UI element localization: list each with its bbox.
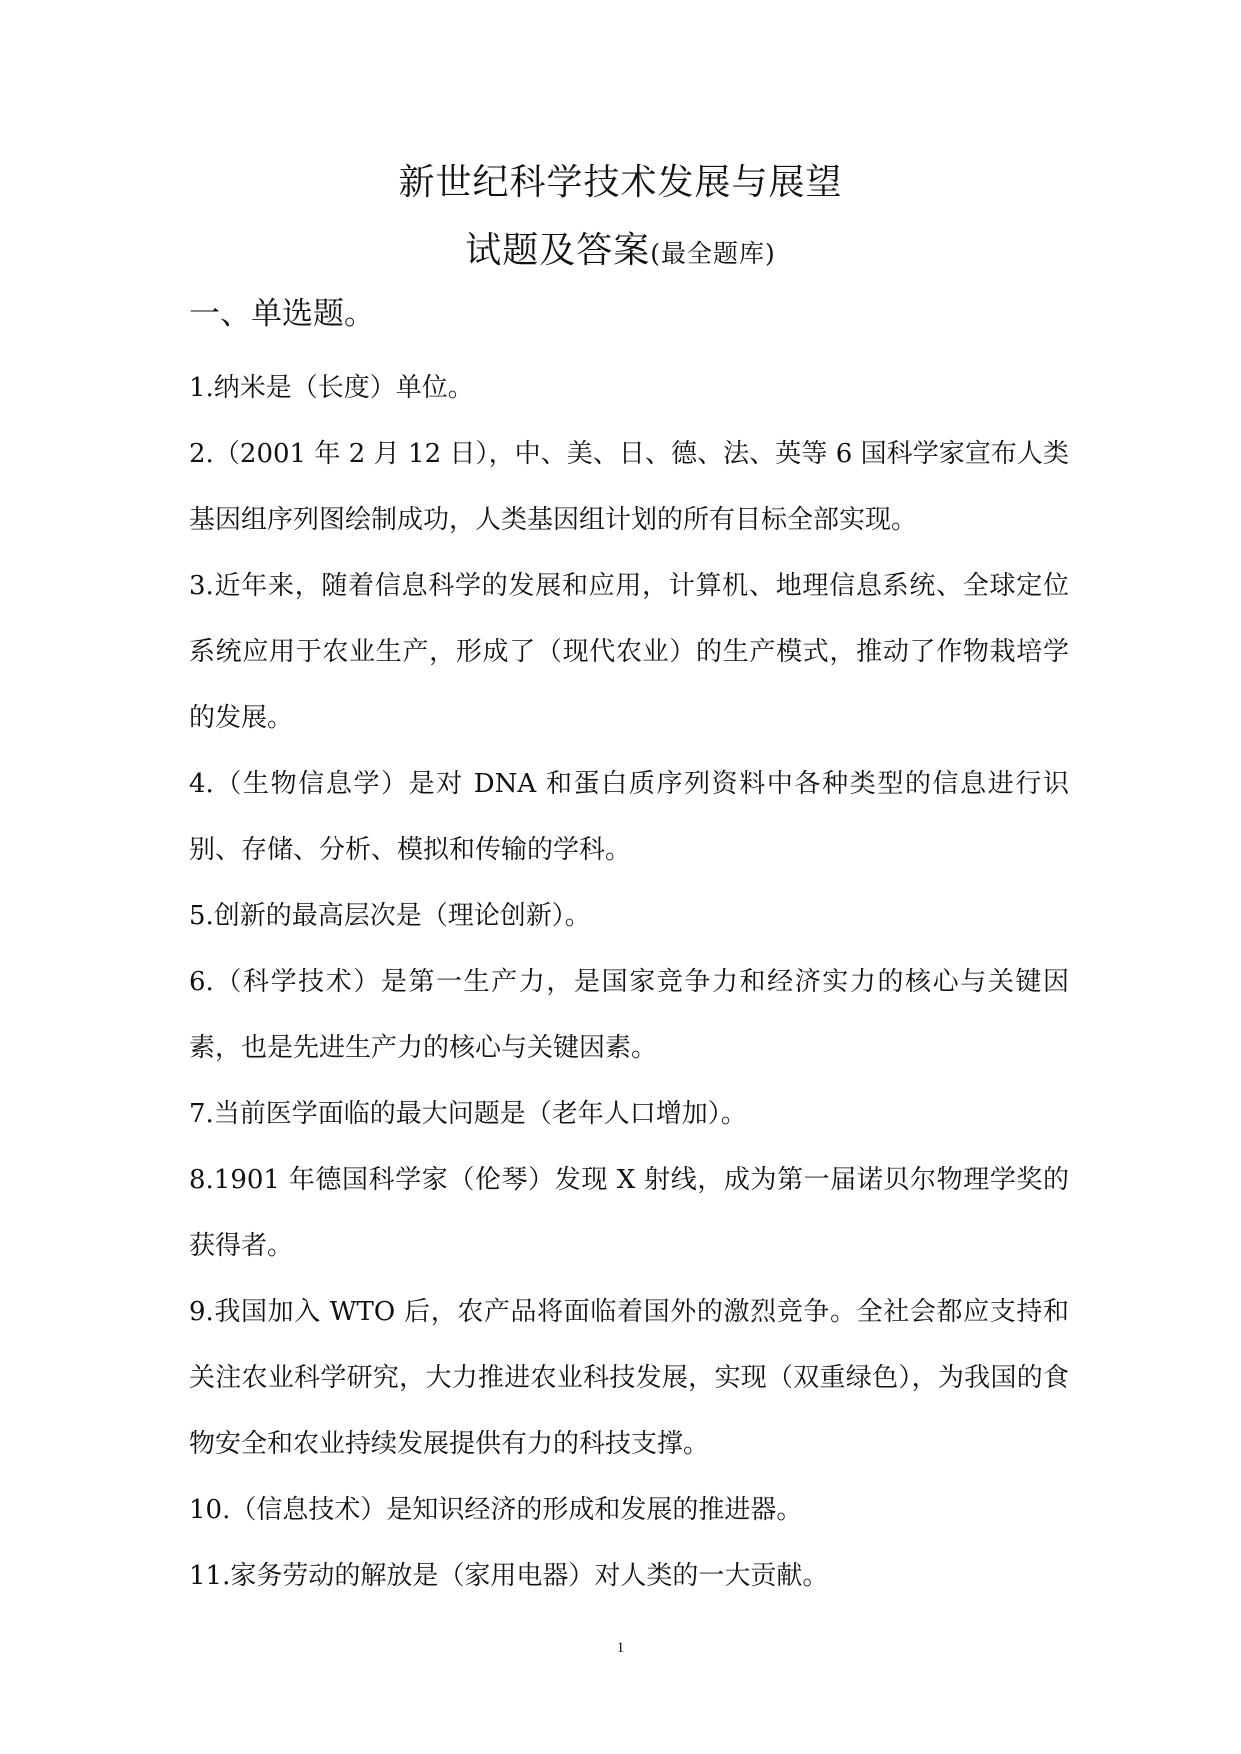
question-item: 1.纳米是（长度）单位。 (189, 373, 474, 403)
question-item: 2.（2001 年 2 月 12 日），中、美、日、德、法、英等 6 国科学家宣布人类基因组序列图绘制成功，人类基因组计划的所有目标全部实现。 (189, 439, 1069, 535)
question-item: 6.（科学技术）是第一生产力，是国家竞争力和经济实力的核心与关键因素，也是先进生产力的核心与关键因素。 (189, 967, 1069, 1063)
document-subtitle (0, 228, 1241, 277)
question-item: 10.（信息技术）是知识经济的形成和发展的推进器。 (189, 1495, 803, 1525)
section-heading: 一、单选题。 (189, 296, 375, 332)
subtitle-text: 试题及答案 (465, 230, 651, 271)
question-item: 9.我国加入 WTO 后，农产品将面临着国外的激烈竞争。全社会都应支持和关注农业科学研究，大力推进农业科技发展，实现（双重绿色），为我国的食物安全和农业持续发展提供有力的科技支撑。 (189, 1297, 1069, 1459)
question-list (189, 355, 1069, 1609)
question-item: 11.家务劳动的解放是（家用电器）对人类的一大贡献。 (189, 1561, 829, 1591)
question-item: 7.当前医学面临的最大问题是（老年人口增加）。 (189, 1099, 747, 1129)
page-number: 1 (616, 1640, 625, 1656)
subtitle-note: (最全题库) (650, 239, 776, 268)
question-item: 4.（生物信息学）是对 DNA 和蛋白质序列资料中各种类型的信息进行识别、存储、分析、模拟和传输的学科。 (189, 769, 1069, 865)
question-item: 8.1901 年德国科学家（伦琴）发现 X 射线，成为第一届诺贝尔物理学奖的获得者。 (189, 1165, 1069, 1261)
question-item: 5.创新的最高层次是（理论创新）。 (189, 901, 591, 931)
question-item: 3.近年来，随着信息科学的发展和应用，计算机、地理信息系统、全球定位系统应用于农业生产，形成了（现代农业）的生产模式，推动了作物栽培学的发展。 (189, 571, 1069, 733)
document-title: 新世纪科学技术发展与展望 (398, 162, 843, 203)
